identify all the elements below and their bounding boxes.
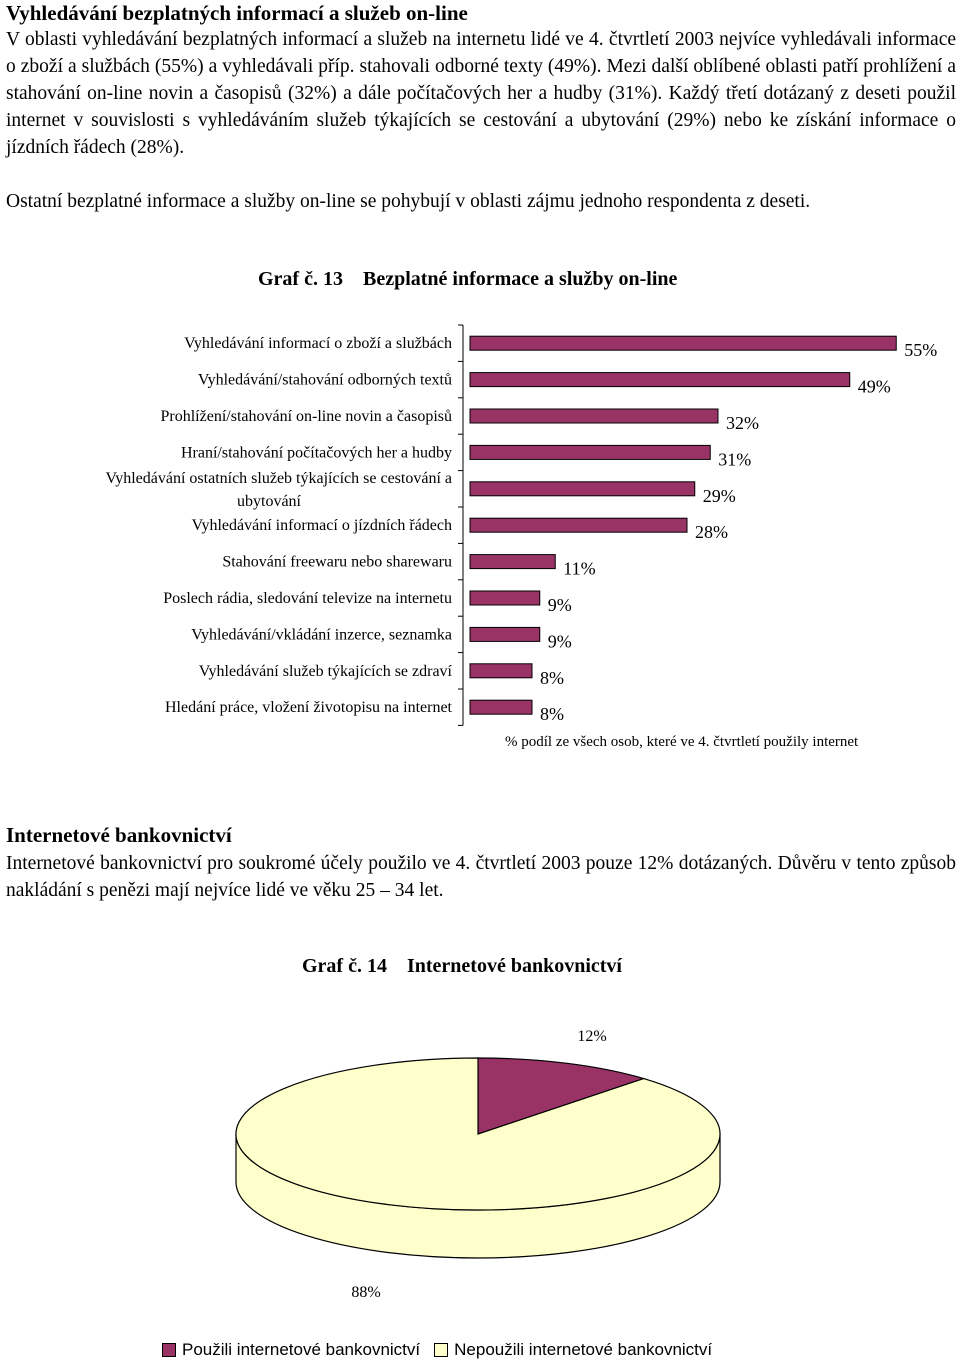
category-label: Vyhledávání informací o jízdních řádech	[191, 517, 452, 535]
graf14-title	[302, 955, 622, 978]
graf14-number: Graf č. 14	[302, 955, 387, 977]
pie-value-label: 88%	[351, 1284, 381, 1301]
bar-chart	[0, 320, 960, 760]
category-label: Vyhledávání/stahování odborných textů	[197, 371, 452, 389]
legend-swatch-used	[162, 1343, 176, 1357]
category-label: Hraní/stahování počítačových her a hudby	[180, 444, 452, 462]
category-label: Vyhledávání ostatních služeb týkajících se cestování a ubytování	[105, 469, 452, 510]
category-label: Prohlížení/stahování on-line novin a časopisů	[160, 408, 452, 425]
bar	[470, 373, 850, 387]
category-label: Poslech rádia, sledování televize na internetu	[163, 590, 452, 607]
bar-value-label: 55%	[904, 340, 938, 361]
bar	[470, 591, 540, 605]
graf14-title-text: Internetové bankovnictví	[406, 955, 622, 977]
bar-value-label: 9%	[547, 595, 572, 615]
bar-value-label: 8%	[540, 667, 564, 688]
bar	[470, 445, 710, 459]
category-label: Stahování freewaru nebo sharewaru	[222, 553, 452, 571]
legend-swatch-not-used	[434, 1343, 448, 1357]
graf13-number: Graf č. 13	[258, 268, 343, 290]
bar-value-label: 49%	[857, 376, 891, 397]
graf13-title	[258, 268, 677, 291]
paragraph-other-services: Ostatní bezplatné informace a služby on-line se pohybují v oblasti zájmu jednoho respondenta z deseti.	[6, 191, 811, 212]
section-heading-free-info: Vyhledávání bezplatných informací a služeb on-line	[6, 1, 468, 25]
bar-value-label: 31%	[718, 449, 752, 470]
pie-legend	[162, 1340, 726, 1360]
bar-value-label: 9%	[547, 631, 572, 652]
bar	[470, 664, 532, 678]
paragraph-banking: Internetové bankovnictví pro soukromé účely použilo ve 4. čtvrtletí 2003 pouze 12% dotázaných. Důvěru v tento způsob nakládání s penězi mají nejvíce lidé ve věku 25 – 34 let.	[6, 853, 956, 901]
paragraph-free-info: V oblasti vyhledávání bezplatných informací a služeb na internetu lidé ve 4. čtvrtletí 2003 nejvíce vyhledávali informace o zboží a službách (55%) a vyhledávali příp. stahovali odborné texty (49%). Mezi další oblíbené oblasti patří prohlížení a stahování on-line novin a časopisů (32%) a dále počítačových her a hudby (31%). Každý třetí dotázaný z deseti použil internet v souvislosti s vyhledáváním služeb týkajících se cestování a ubytování (29%) nebo ke získání informace o jízdních řádech (28%).	[6, 29, 956, 158]
bar-value-label: 28%	[695, 522, 728, 543]
bar	[470, 555, 555, 569]
bar-value-label: 11%	[563, 558, 596, 579]
bar	[470, 409, 718, 423]
bar-value-label: 32%	[726, 413, 759, 433]
legend-item-used	[162, 1340, 420, 1360]
pie-slice	[236, 1058, 720, 1210]
category-label: Vyhledávání služeb týkajících se zdraví	[198, 662, 452, 680]
category-label: Hledání práce, vložení životopisu na internet	[164, 699, 452, 717]
legend-label-used: Použili internetové bankovnictví	[182, 1340, 421, 1359]
bar	[470, 482, 695, 496]
category-label: Vyhledávání informací o zboží a službách	[184, 335, 452, 353]
pie-chart	[0, 1000, 960, 1340]
legend-item-not-used	[434, 1340, 712, 1360]
bar	[470, 627, 540, 641]
category-label: Vyhledávání/vkládání inzerce, seznamka	[191, 626, 452, 644]
bar-value-label: 29%	[702, 485, 736, 506]
legend-label-not-used: Nepoužili internetové bankovnictví	[454, 1340, 713, 1359]
bar	[470, 700, 532, 714]
pie-value-label: 12%	[577, 1028, 607, 1045]
bar	[470, 518, 687, 532]
chart-footnote: % podíl ze všech osob, které ve 4. čtvrtletí použily internet	[505, 734, 859, 750]
section-heading-banking: Internetové bankovnictví	[6, 823, 232, 847]
graf13-title-text: Bezplatné informace a služby on-line	[362, 268, 678, 290]
bar-value-label: 8%	[540, 704, 564, 725]
bar	[470, 336, 896, 350]
